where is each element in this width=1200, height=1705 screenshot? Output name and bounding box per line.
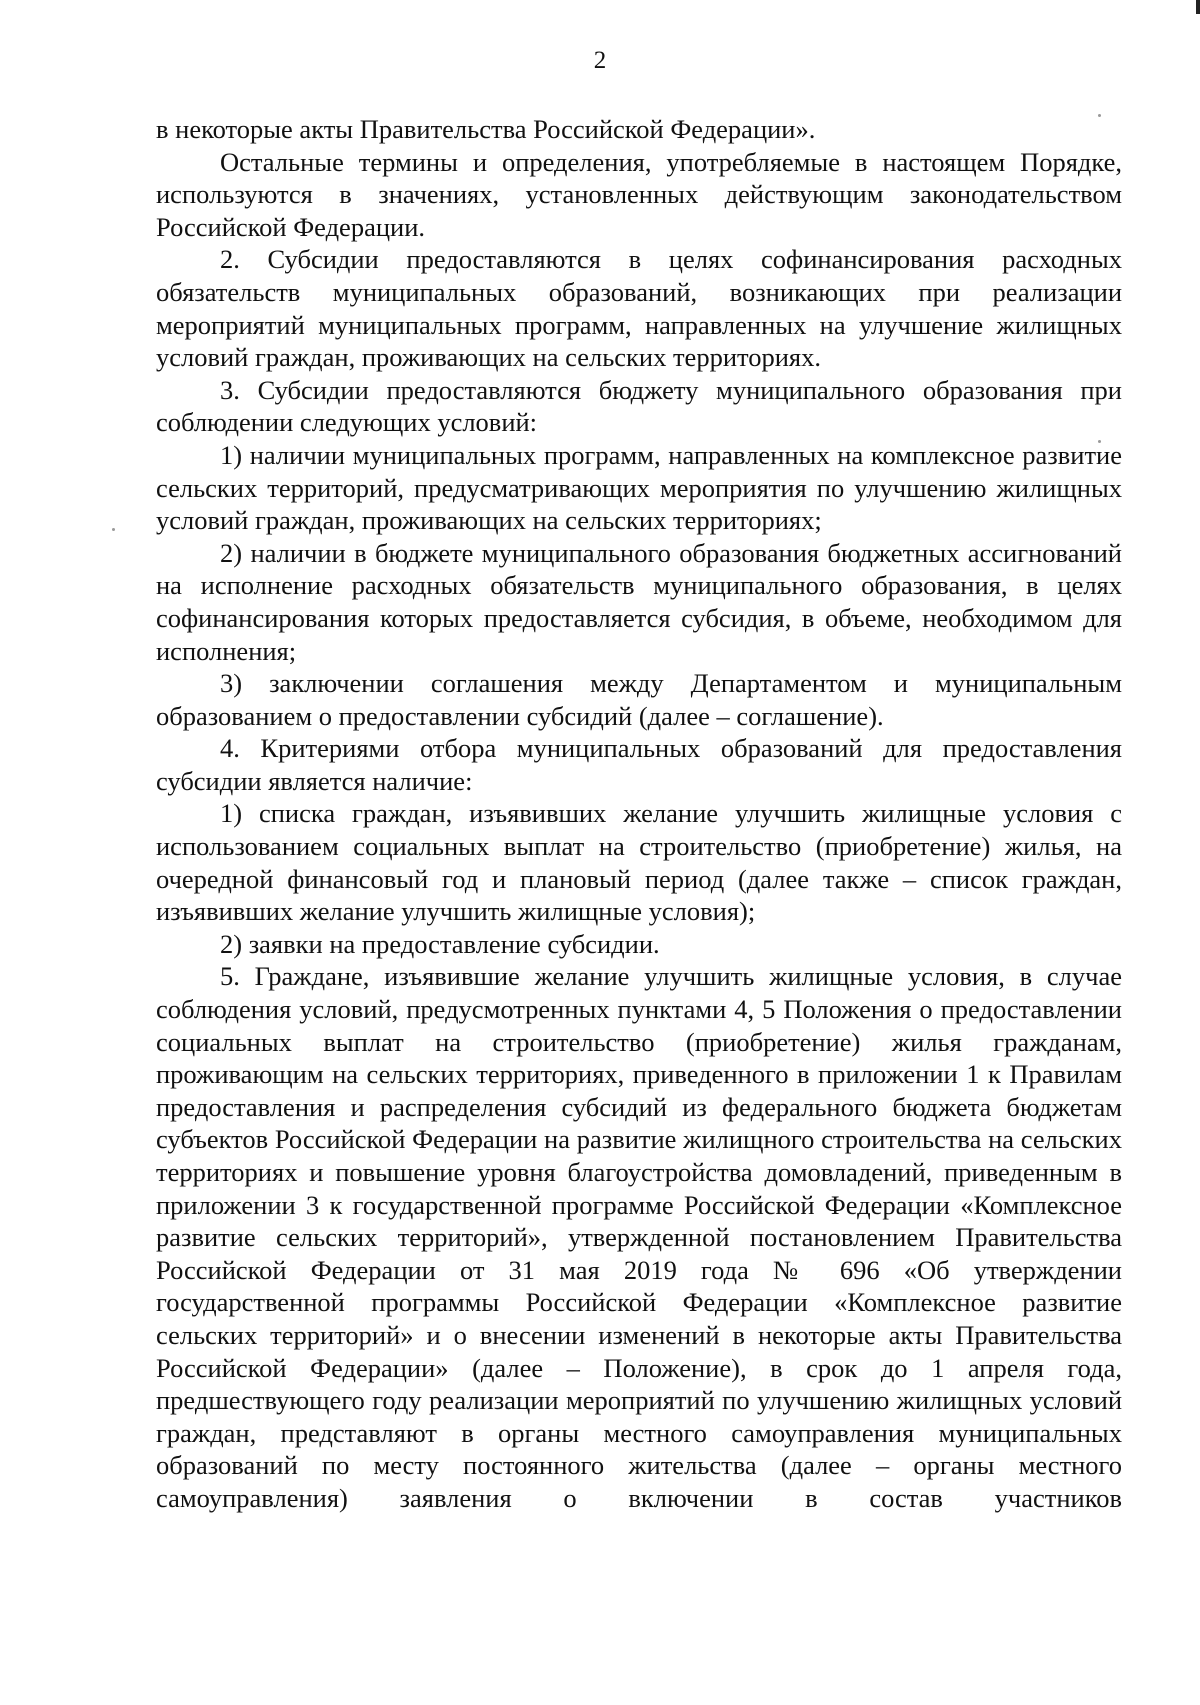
list-item: 3) заключении соглашения между Департаментом и муниципальным образованием о предоставлении субсидий (далее – соглашение). [156, 668, 1122, 731]
scan-edge-mark [1196, 0, 1200, 14]
scan-speck [112, 528, 115, 531]
list-item: 2) наличии в бюджете муниципального образования бюджетных ассигнований на исполнение расходных обязательств муниципального образования, в целях софинансирования которых предоставляется субсидия, в объеме, необходимом для исполнения; [156, 537, 1122, 666]
paragraph: 3. Субсидии предоставляются бюджету муниципального образования при соблюдении следующих условий: [156, 374, 1122, 438]
list-item: 2) заявки на предоставление субсидии. [220, 928, 660, 959]
paragraph: Остальные термины и определения, употребляемые в настоящем Порядке, используются в значениях, установленных действующим законодательством Российской Федерации. [156, 146, 1122, 242]
list-item: 1) наличии муниципальных программ, направленных на комплексное развитие сельских территорий, предусматривающих мероприятия по улучшению жилищных условий граждан, проживающих на сельских территориях; [156, 439, 1122, 536]
paragraph: 4. Критериями отбора муниципальных образований для предоставления субсидии является наличие: [156, 733, 1122, 796]
list-item: 1) списка граждан, изъявивших желание улучшить жилищные условия с использованием социальных выплат на строительство (приобретение) жилья, на очередной финансовый год и плановый период (далее также – список граждан, изъявивших желание улучшить жилищные условия); [156, 798, 1122, 927]
paragraph: 2. Субсидии предоставляются в целях софинансирования расходных обязательств муниципальных образований, возникающих при реализации мероприятий муниципальных программ, направленных на улучшение жилищных условий граждан, проживающих на сельских территориях. [156, 244, 1122, 373]
document-body [156, 113, 1122, 1515]
paragraph: в некоторые акты Правительства Российской Федерации». [156, 114, 816, 144]
page-number: 2 [593, 47, 607, 74]
paragraph: 5. Граждане, изъявившие желание улучшить жилищные условия, в случае соблюдения условий, предусмотренных пунктами 4, 5 Положения о предоставлении социальных выплат на строительство (приобретение) жилья гражданам, проживающим на сельских территориях, приведенного в приложении 1 к Правилам предоставления и распределения субсидий из федерального бюджета бюджетам субъектов Российской Федерации на развитие жилищного строительства на сельских территориях и повышение уровня благоустройства домовладений, приведенным в приложении 3 к государственной программе Российской Федерации «Комплексное развитие сельских территорий», утвержденной постановлением Правительства Российской Федерации от 31 мая 2019 года № 696 «Об утверждении государственной программы Российской Федерации «Комплексное развитие сельских территорий» и о внесении изменений в некоторые акты Правительства Российской Федерации» (далее – Положение), в срок до 1 апреля года, предшествующего году реализации мероприятий по улучшению жилищных условий граждан, представляют в органы местного самоуправления муниципальных образований по месту постоянного жительства (далее – органы местного самоуправления) заявления о включении в состав участников [156, 961, 1122, 1513]
